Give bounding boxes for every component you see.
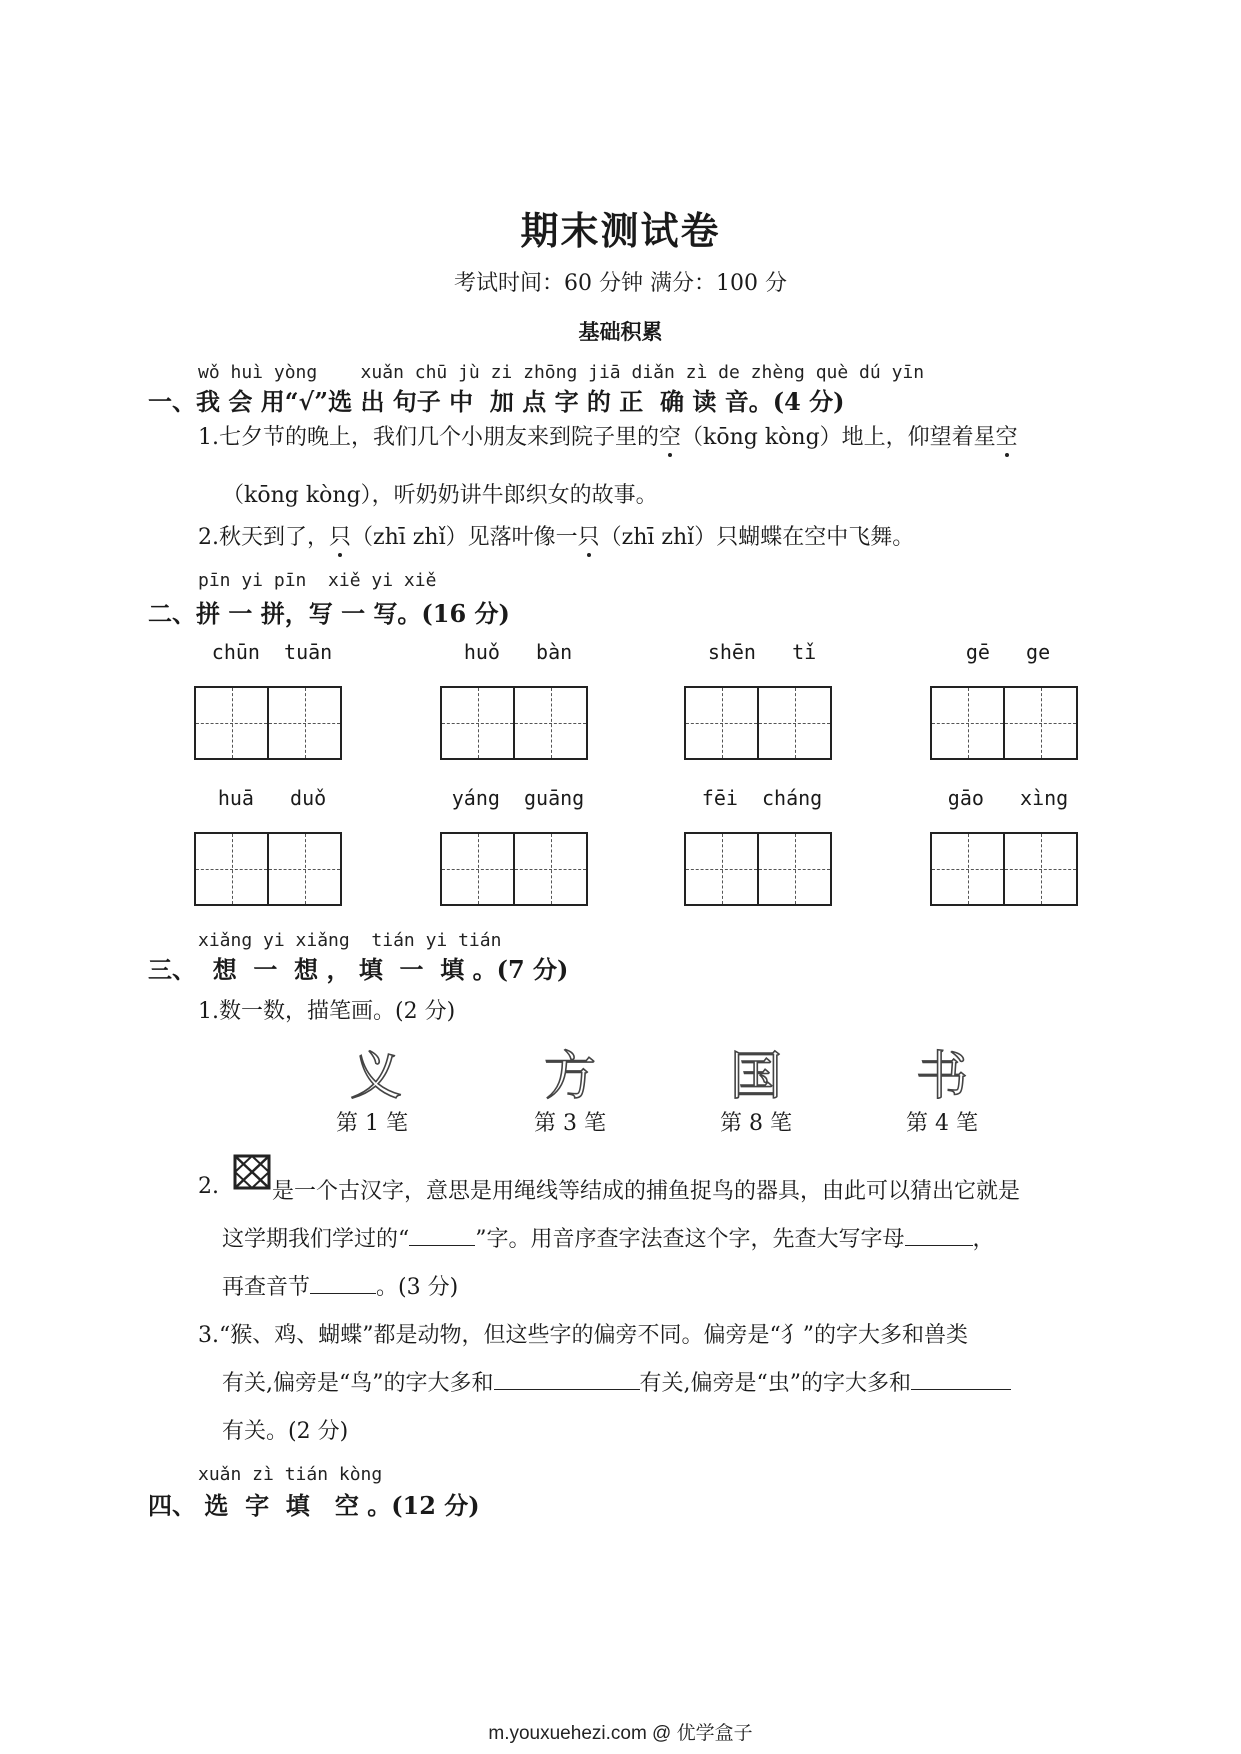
dotted-char: 空 xyxy=(996,420,1018,451)
footer-watermark: m.youxuehezi.com @ 优学盒子 xyxy=(488,1723,753,1744)
writing-box[interactable] xyxy=(194,686,342,760)
dotted-char: 只 xyxy=(578,520,600,551)
q3-part-2-line-3 xyxy=(222,1270,458,1301)
q2-pinyin: pīn yi pīn xiě yi xiě xyxy=(198,570,437,591)
q4-pinyin: xuǎn zì tián kòng xyxy=(198,1464,383,1485)
q3-pinyin: xiǎng yi xiǎng tián yi tián xyxy=(198,930,502,951)
answer-blank[interactable] xyxy=(905,1245,973,1246)
q3-text: ”字。用音序查字法查这个字，先查大写字母 xyxy=(475,1227,905,1252)
pinyin-word: fēi cháng xyxy=(701,786,823,810)
pinyin-word: chūn tuān xyxy=(211,640,333,664)
q3-text: 这学期我们学过的“ xyxy=(222,1227,410,1252)
pinyin-word: huā duǒ xyxy=(217,786,327,810)
q3-part-3-line-1: 3.“猴、鸡、蝴蝶”都是动物，但这些字的偏旁不同。偏旁是“犭”的字大多和兽类 xyxy=(198,1323,968,1348)
q1-text: （zhī zhǐ）只蝴蝶在空中飞舞。 xyxy=(599,525,915,550)
q1-sentence-1a xyxy=(198,420,1018,451)
section-label: 基础积累 xyxy=(578,319,663,344)
writing-box[interactable] xyxy=(194,832,342,906)
dotted-char: 空 xyxy=(659,420,681,451)
trace-char: 义 xyxy=(349,1047,402,1107)
answer-blank[interactable] xyxy=(494,1389,640,1390)
dotted-char: 只 xyxy=(329,520,351,551)
q2-heading: 二、拼 一 拼，写 一 写。(16 分) xyxy=(148,599,510,628)
q3-part-2-num: 2. xyxy=(198,1174,219,1199)
trace-char: 国 xyxy=(729,1047,782,1107)
q1-text: （zhī zhǐ）见落叶像一 xyxy=(351,525,578,550)
answer-blank[interactable] xyxy=(409,1245,475,1246)
q1-sentence-2 xyxy=(198,520,914,551)
answer-blank[interactable] xyxy=(310,1293,376,1294)
q3-heading: 三、 想 一 想 ， 填 一 填 。(7 分) xyxy=(148,955,569,984)
stroke-label: 第 3 笔 xyxy=(534,1111,606,1136)
writing-box[interactable] xyxy=(440,832,588,906)
q3-part-3-line-3: 有关。(2 分) xyxy=(222,1419,349,1444)
writing-box[interactable] xyxy=(684,832,832,906)
q3-part-3-line-2 xyxy=(222,1366,1011,1397)
q3-text: 有关,偏旁是“虫”的字大多和 xyxy=(639,1371,911,1396)
answer-blank[interactable] xyxy=(911,1389,1011,1390)
trace-char: 方 xyxy=(543,1047,596,1107)
pinyin-word: shēn tǐ xyxy=(707,640,817,664)
trace-char: 书 xyxy=(915,1047,968,1107)
q1-heading: 一、我 会 用“√”选 出 句子 中 加 点 字 的 正 确 读 音。(4 分) xyxy=(148,387,845,416)
q1-text: （kōng kòng）地上，仰望着星 xyxy=(681,425,996,450)
writing-box[interactable] xyxy=(930,686,1078,760)
stroke-label: 第 8 笔 xyxy=(720,1111,792,1136)
q1-pinyin: wǒ huì yòng xuǎn chū jù zi zhōng jiā diǎn zì de zhèng què dú yīn xyxy=(198,362,925,383)
q1-text: 2.秋天到了， xyxy=(198,525,329,550)
q3-text: 再查音节 xyxy=(222,1275,311,1300)
q4-heading: 四、 选 字 填 空 。(12 分) xyxy=(148,1491,480,1520)
q3-text: ， xyxy=(972,1227,995,1252)
q1-sentence-1b: （kōng kòng），听奶奶讲牛郎织女的故事。 xyxy=(222,483,658,508)
ancient-net-char-icon xyxy=(232,1152,272,1192)
stroke-label: 第 4 笔 xyxy=(906,1111,978,1136)
q3-part-2-line-1: 是一个古汉字，意思是用绳线等结成的捕鱼捉鸟的器具，由此可以猜出它就是 xyxy=(272,1179,1021,1204)
pinyin-word: gē ge xyxy=(965,640,1051,664)
q1-text: 1.七夕节的晚上，我们几个小朋友来到院子里的 xyxy=(198,425,659,450)
q3-text: 。(3 分) xyxy=(376,1275,459,1300)
pinyin-word: huǒ bàn xyxy=(463,640,573,664)
page-title: 期末测试卷 xyxy=(520,208,721,253)
pinyin-word: yáng guāng xyxy=(451,786,585,810)
writing-box[interactable] xyxy=(930,832,1078,906)
q3-part-1: 1.数一数，描笔画。(2 分) xyxy=(198,999,456,1024)
writing-box[interactable] xyxy=(440,686,588,760)
pinyin-word: gāo xìng xyxy=(947,786,1069,810)
exam-info: 考试时间：60 分钟 满分：100 分 xyxy=(454,271,787,296)
q3-text: 有关,偏旁是“鸟”的字大多和 xyxy=(222,1371,494,1396)
writing-box[interactable] xyxy=(684,686,832,760)
q3-part-2-line-2 xyxy=(222,1222,995,1253)
stroke-label: 第 1 笔 xyxy=(336,1111,408,1136)
